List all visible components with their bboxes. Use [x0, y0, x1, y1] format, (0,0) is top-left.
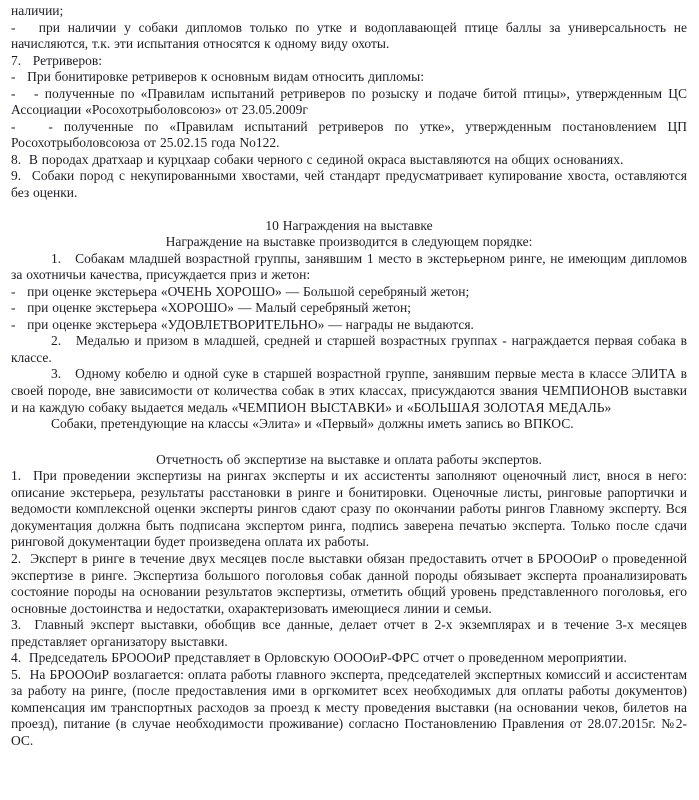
- section-subheading-awards: Награждение на выставке производится в следующем порядке:: [165, 234, 533, 250]
- numbered-item-7: 7. Ретриверов:: [11, 52, 103, 68]
- section-heading-reporting: Отчетность об экспертизе на выставке и оплата работы экспертов.: [156, 451, 542, 467]
- award-item-1: 1. Собакам младшей возрастной группы, занявшим 1 место в экстерьерном ринге, не имеющим дипломов за охотничьи качества, присуждается приз и жетон:: [11, 250, 687, 283]
- reporting-item-3: 3. Главный эксперт выставки, обобщив все данные, делает отчет в 2-х экземплярах и в течение 3-х месяцев представляет организатору выставки.: [11, 617, 687, 649]
- reporting-item-1: 1. При проведении экспертизы на рингах эксперты и их ассистенты заполняют оценочный лист, внося в него: описание экстерьера, результаты расстановки в ринге и бонитировки. Оценочные листы, ринговые рапортички и ведомости комплексной оценки эксперты рингов сдают сразу по окончании работы рингов Главному эксперту. Вся документация должна быть подписана экспертом ринга, подпись заверена печатью эксперта. Только после сдачи ринговой документации будет произведена оплата их работы.: [11, 468, 687, 550]
- dash-item: - - полученные по «Правилам испытаний ретриверов по утке», утвержденным постановлением ЦП Росохотрыболовсоюза от 25.02.15 года No122.: [11, 118, 687, 151]
- award-item-3: 3. Одному кобелю и одной суке в старшей возрастной группе, занявшим первые места в классе ЭЛИТА в своей породе, вне зависимости от количества собак в этих классах, присуждаются звания ЧЕМПИОНОВ выставки и на каждую собаку выдается медаль «ЧЕМПИОН ВЫСТАВКИ» и «БОЛЬШАЯ ЗОЛОТАЯ МЕДАЛЬ»: [11, 366, 687, 415]
- document-body: [11, 3, 687, 750]
- dash-item: - при оценке экстерьера «УДОВЛЕТВОРИТЕЛЬНО» — награды не выдаются.: [11, 316, 474, 332]
- award-item-2: 2. Медалью и призом в младшей, средней и старшей возрастных группах - награждается первая собака в классе.: [11, 333, 687, 365]
- reporting-item-2: 2. Эксперт в ринге в течение двух месяцев после выставки обязан предоставить отчет в БРОООиР о проведенной экспертизе в ринге. Экспертиза большого поголовья собак данной породы обязывает эксперта проанализировать состояние породы на основании результатов экспертизы, отметить общий уровень представленного поголовья, его основные достоинства и недостатки, охарактеризовать имеющиеся линии и семьи.: [11, 550, 687, 616]
- reporting-item-5: 5. На БРОООиР возлагается: оплата работы главного эксперта, председателей экспертных комиссий и ассистентам за работу на ринге, (после предоставления ими в оргкомитет всех необходимых для оплаты работы документов) компенсация им транспортных расходов за проезд к месту проведения выставки (на основании чеков, билетов на проезд), питание (в случае необходимости проживание) согласно Постановлению Правления от 28.07.2015г. №2-ОС.: [11, 666, 687, 748]
- dash-item: - - полученные по «Правилам испытаний ретриверов по розыску и подаче битой птицы», утвержденным ЦС Ассоциации «Росохотрыболовсоюз» от 23.05.2009г: [11, 85, 687, 118]
- reporting-item-4: 4. Председатель БРОООиР представляет в Орловскую ООООиР-ФРС отчет о проведенном мероприятии.: [11, 650, 627, 666]
- paragraph-continuation: наличии;: [11, 3, 64, 18]
- numbered-item-8: 8. В породах дратхаар и курцхаар собаки черного с сединой окраса выставляются на общих основаниях.: [11, 151, 624, 167]
- dash-item: - при оценке экстерьера «ХОРОШО» — Малый серебряный жетон;: [11, 300, 411, 316]
- numbered-item-9: 9. Собаки пород с некупированными хвостами, чей стандарт предусматривает купирование хвоста, оставляются без оценки.: [11, 168, 687, 201]
- dash-item: - При бонитировке ретриверов к основным видам относить дипломы:: [11, 69, 424, 85]
- dash-item: - при оценке экстерьера «ОЧЕНЬ ХОРОШО» — Большой серебряный жетон;: [11, 283, 470, 299]
- dash-item: - при наличии у собаки дипломов только по утке и водоплавающей птице баллы за универсальность не начисляются, т.к. эти испытания относятся к одному виду охоты.: [11, 19, 687, 52]
- vpkos-note: Собаки, претендующие на классы «Элита» и «Первый» должны иметь запись во ВПКОС.: [51, 416, 574, 432]
- section-heading-awards: 10 Награждения на выставке: [265, 217, 433, 233]
